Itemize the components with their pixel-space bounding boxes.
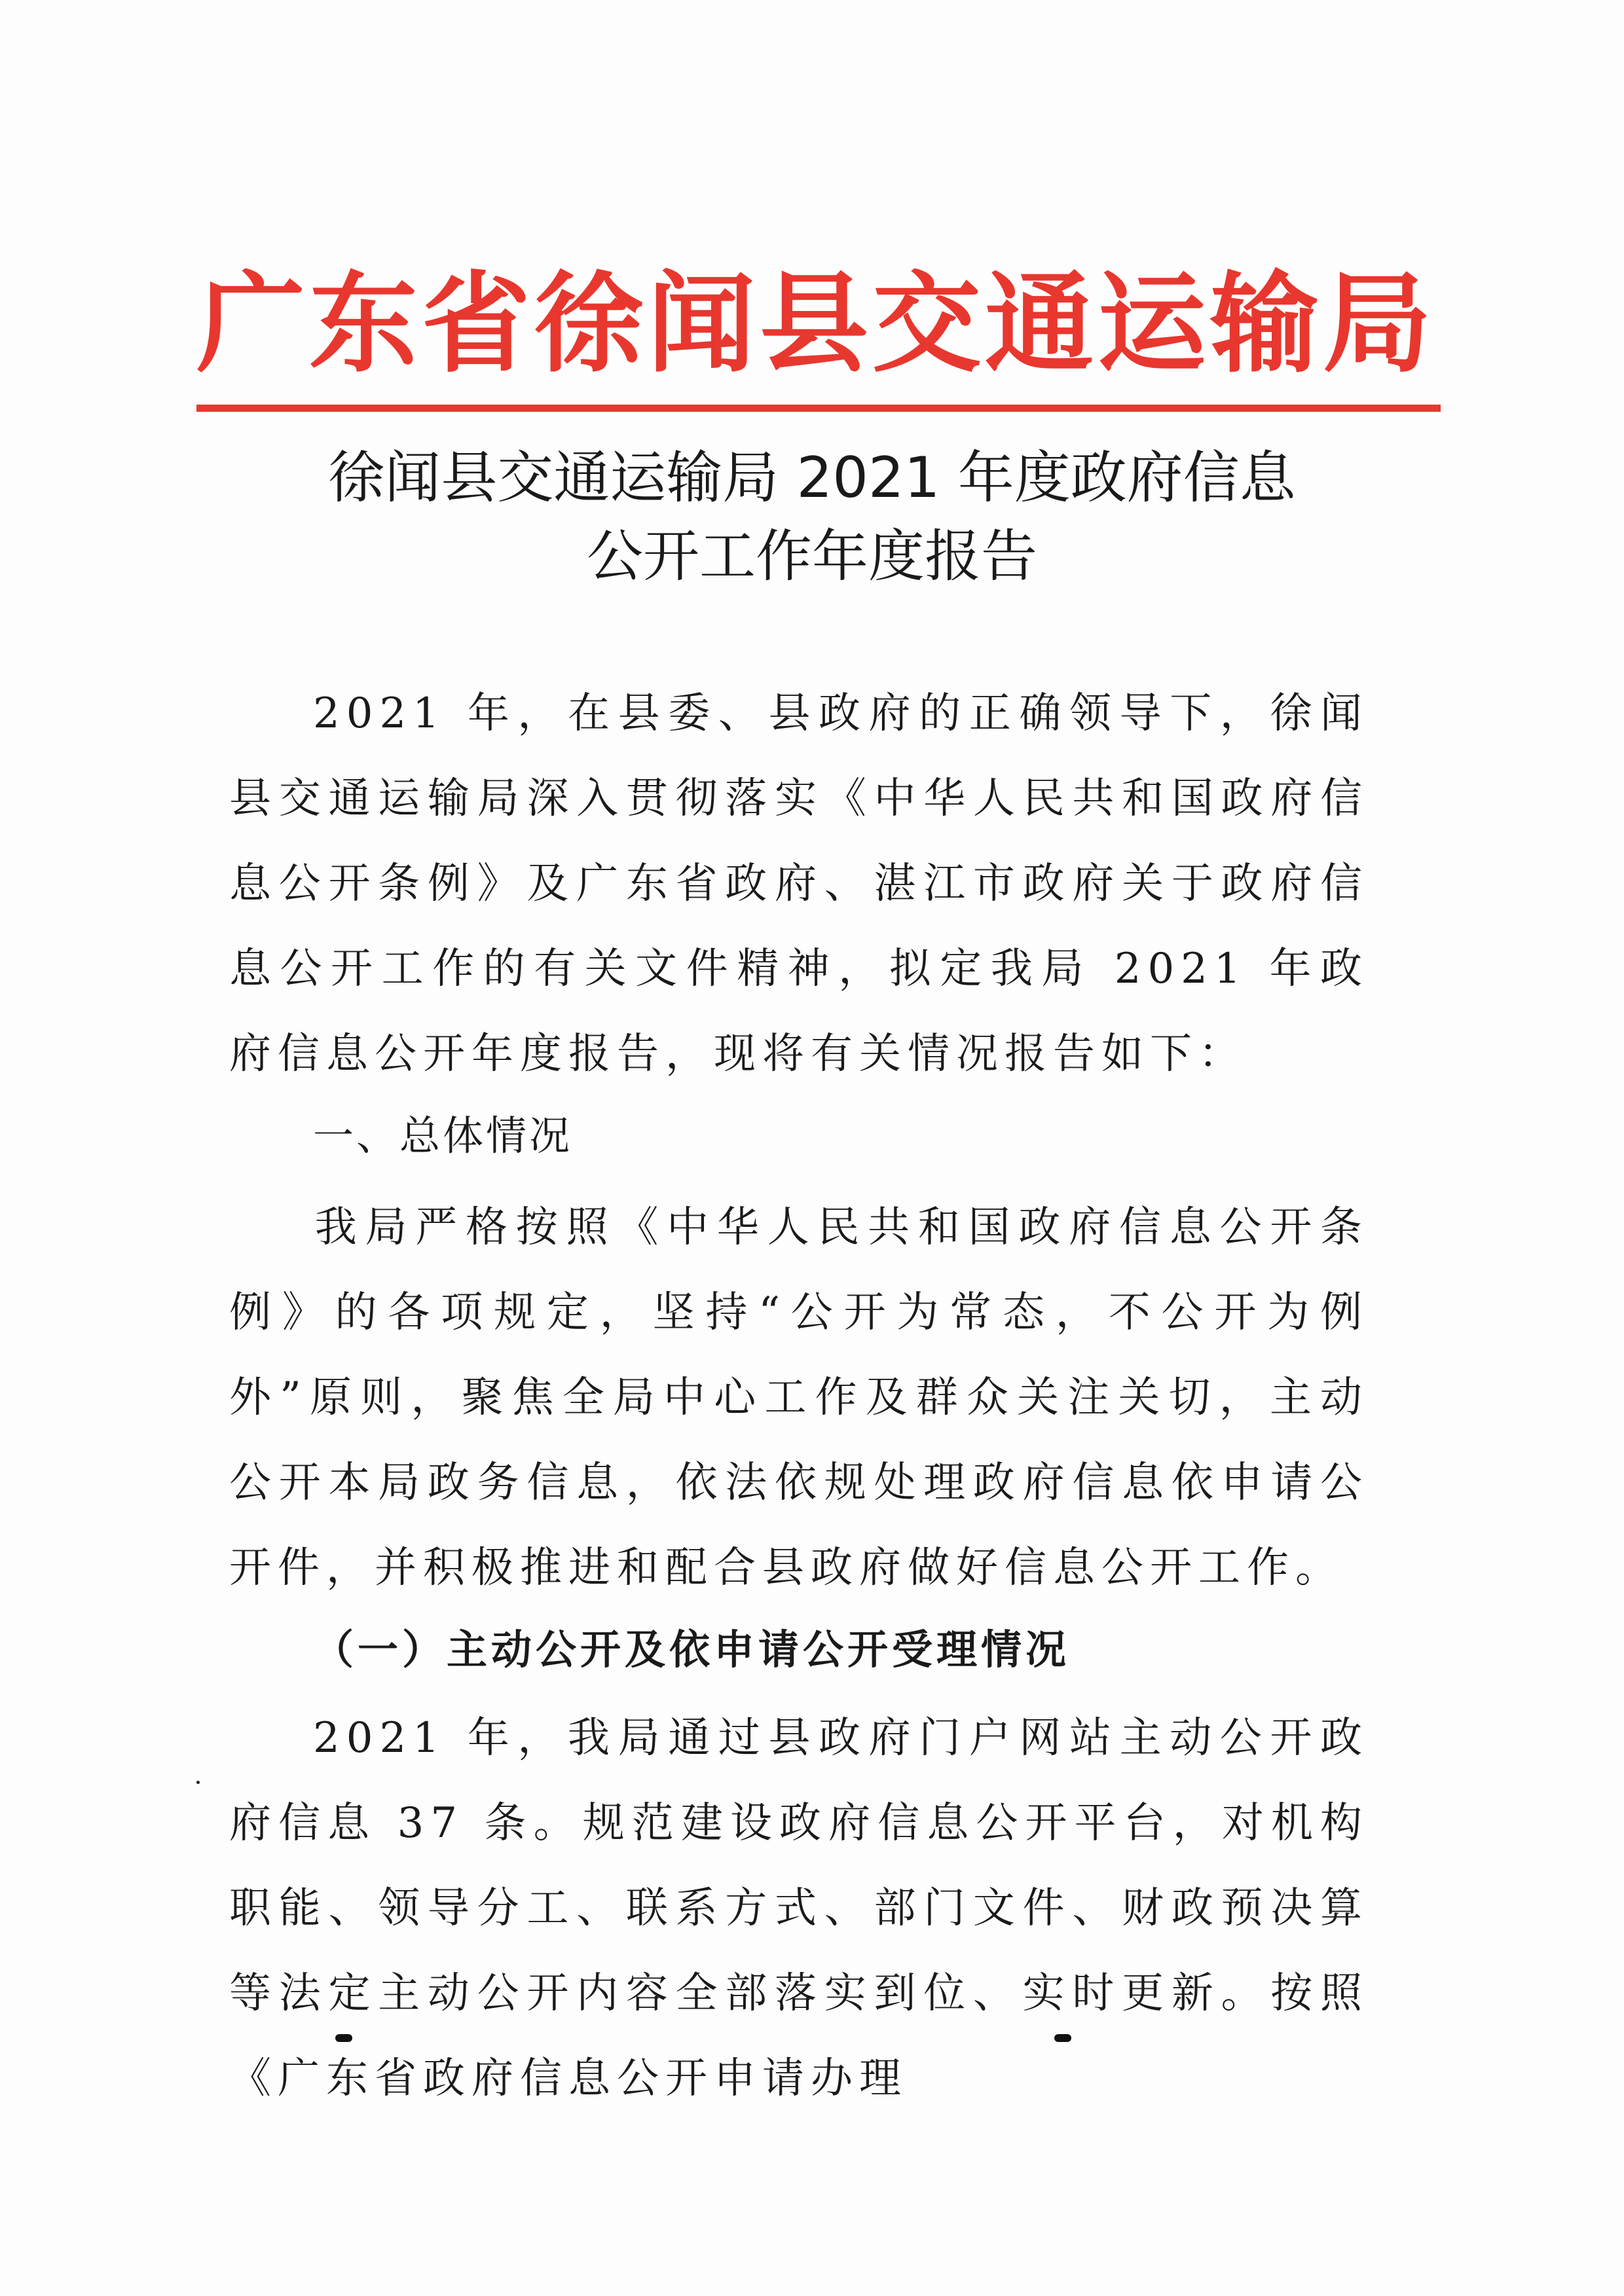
report-title-line-2: 公开工作年度报告 [587, 524, 1037, 589]
page-punch-mark-right [1054, 2034, 1071, 2042]
subsection-1-text: 2021 年，我局通过县政府门户网站主动公开政府信息 37 条。规范建设政府信息公开平台，对机构职能、领导分工、联系方式、部门文件、财政预决算等法定主动公开内容全部落实到位、实时更新。按照《广东省政府信息公开申请办理 [229, 1714, 1369, 2103]
report-title-line-1: 徐闻县交通运输局 2021 年度政府信息 [328, 445, 1296, 511]
letterhead-red-rule [196, 405, 1441, 412]
page-punch-mark-left [335, 2034, 352, 2042]
section-1-heading: 一、总体情况 [313, 1112, 573, 1159]
intro-text: 2021 年，在县委、县政府的正确领导下，徐闻县交通运输局深入贯彻落实《中华人民共和国政府信息公开条例》及广东省政府、湛江市政府关于政府信息公开工作的有关文件精神，拟定我局 2021 年政府信息公开年度报告，现将有关情况报告如下： [229, 689, 1369, 1078]
letterhead-org-name: 广东省徐闻县交通运输局 [196, 260, 1435, 388]
scan-speck [196, 1781, 200, 1784]
section-1-paragraph [229, 1185, 1369, 1611]
intro-paragraph [229, 671, 1369, 1097]
subsection-1-paragraph [229, 1696, 1369, 2121]
subsection-1-heading: （一）主动公开及依申请公开受理情况 [313, 1626, 1071, 1673]
section-1-text: 我局严格按照《中华人民共和国政府信息公开条例》的各项规定，坚持“公开为常态，不公开为例外”原则，聚焦全局中心工作及群众关注关切，主动公开本局政务信息，依法依规处理政府信息依申请公开件，并积极推进和配合县政府做好信息公开工作。 [229, 1203, 1369, 1592]
